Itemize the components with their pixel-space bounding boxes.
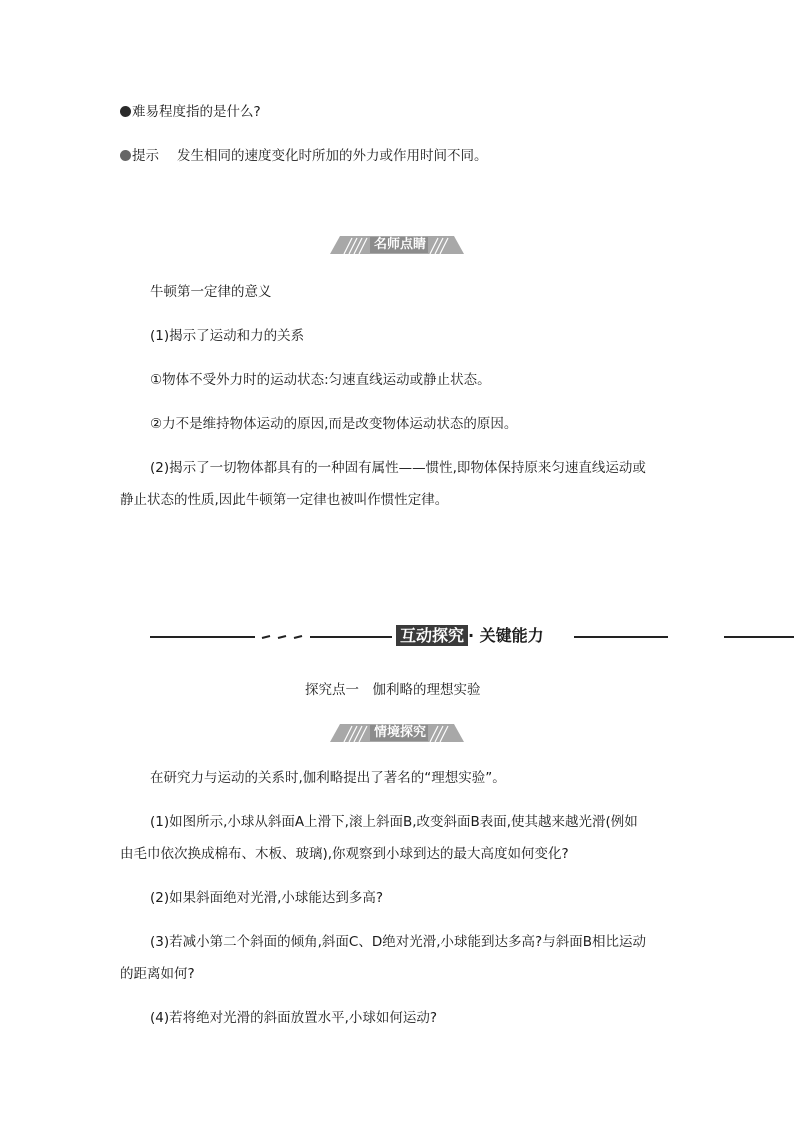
scenario-q3-line2: 的距离如何?: [120, 966, 195, 982]
scenario-q1-line2: 由毛巾依次换成棉布、木板、玻璃),你观察到小球到达的最大高度如何变化?: [120, 846, 569, 862]
section-heading-rest: · 关键能力: [468, 626, 544, 645]
question-icon: [120, 106, 131, 117]
law-point-2-line2: 静止状态的性质,因此牛顿第一定律也被叫作惯性定律。: [120, 492, 449, 508]
banner-scenario: [330, 724, 464, 742]
hint-line: [120, 146, 488, 166]
scenario-q3-line1: (3)若减小第二个斜面的倾角,斜面C、D绝对光滑,小球能到达多高?与斜面B相比运动: [150, 934, 646, 950]
hint-icon: [120, 150, 131, 161]
scenario-intro: 在研究力与运动的关系时,伽利略提出了著名的“理想实验”。: [150, 770, 506, 786]
section-heading-boxed: 互动探究: [396, 625, 468, 646]
banner-label: 情境探究: [374, 725, 427, 740]
hint-text: 发生相同的速度变化时所加的外力或作用时间不同。: [177, 148, 488, 164]
question-line: [120, 102, 261, 122]
topic-title: 探究点一 伽利略的理想实验: [305, 682, 481, 698]
scenario-q2: (2)如果斜面绝对光滑,小球能达到多高?: [150, 890, 384, 906]
section-heading: [396, 625, 544, 647]
law-title: 牛顿第一定律的意义: [150, 284, 272, 300]
law-point-1: (1)揭示了运动和力的关系: [150, 328, 305, 344]
hint-label: 提示: [132, 148, 159, 164]
scenario-q1-line1: (1)如图所示,小球从斜面A上滑下,滚上斜面B,改变斜面B表面,使其越来越光滑(例如: [150, 814, 638, 830]
law-point-1a: ①物体不受外力时的运动状态:匀速直线运动或静止状态。: [150, 372, 491, 388]
banner-label: 名师点睛: [374, 237, 427, 252]
banner-teacher-tips: [330, 236, 464, 254]
question-text: 难易程度指的是什么?: [132, 104, 261, 120]
law-point-1b: ②力不是维持物体运动的原因,而是改变物体运动状态的原因。: [150, 416, 518, 432]
law-point-2-line1: (2)揭示了一切物体都具有的一种固有属性——惯性,即物体保持原来匀速直线运动或: [150, 460, 646, 476]
scenario-q4: (4)若将绝对光滑的斜面放置水平,小球如何运动?: [150, 1010, 438, 1026]
